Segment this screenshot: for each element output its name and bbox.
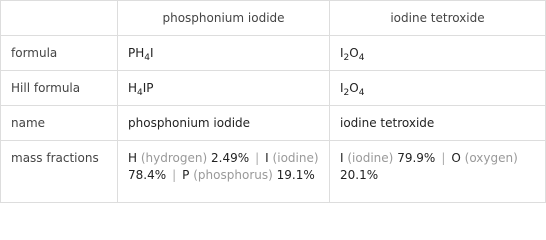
element-symbol: O — [451, 151, 461, 165]
formula-part: PH — [128, 45, 145, 60]
hill-formula-iodine-tetroxide — [330, 71, 546, 106]
formula-subscript: 2 — [343, 87, 350, 98]
element-name: (hydrogen) — [140, 151, 208, 165]
separator: | — [441, 151, 446, 165]
hill-formula-phosphonium-iodide — [118, 71, 330, 106]
element-name: (phosphorus) — [193, 168, 273, 182]
formula-part: I — [340, 80, 344, 95]
formula-part: IP — [142, 80, 154, 95]
element-symbol: P — [182, 168, 190, 182]
separator: | — [255, 151, 260, 165]
mass-percent: 19.1% — [276, 168, 315, 182]
separator: | — [172, 168, 177, 182]
column-header-iodine-tetroxide: iodine tetroxide — [330, 1, 546, 36]
formula-part: H — [128, 80, 138, 95]
row-label-name: name — [1, 106, 118, 141]
mass-fractions-phosphonium-iodide — [118, 141, 330, 203]
corner-cell — [1, 1, 118, 36]
table-row-mass-fractions — [1, 141, 546, 203]
formula-phosphonium-iodide — [118, 36, 330, 71]
formula-subscript: 4 — [358, 87, 365, 98]
column-header-phosphonium-iodide: phosphonium iodide — [118, 1, 330, 36]
element-symbol: I — [340, 151, 344, 165]
mass-percent: 20.1% — [340, 168, 379, 182]
mass-fractions-iodine-tetroxide — [330, 141, 546, 203]
table-row-name — [1, 106, 546, 141]
formula-subscript: 4 — [358, 52, 365, 63]
mass-percent: 79.9% — [397, 151, 436, 165]
formula-subscript: 4 — [137, 87, 143, 98]
formula-subscript: 4 — [144, 52, 150, 63]
formula-subscript: 2 — [343, 52, 350, 63]
name-iodine-tetroxide: iodine tetroxide — [330, 106, 546, 141]
mass-percent: 78.4% — [128, 168, 167, 182]
row-label-mass-fractions: mass fractions — [1, 141, 118, 203]
element-symbol: H — [128, 151, 138, 165]
element-name: (iodine) — [347, 151, 394, 165]
formula-part: I — [150, 45, 154, 60]
formula-part: I — [340, 45, 344, 60]
table-row-formula — [1, 36, 546, 71]
mass-percent: 2.49% — [211, 151, 250, 165]
table-row-hill-formula — [1, 71, 546, 106]
formula-part: O — [349, 45, 359, 60]
formula-part: O — [349, 80, 359, 95]
element-symbol: I — [265, 151, 269, 165]
element-name: (oxygen) — [464, 151, 518, 165]
row-label-hill-formula: Hill formula — [1, 71, 118, 106]
header-row — [1, 1, 546, 36]
formula-iodine-tetroxide — [330, 36, 546, 71]
element-name: (iodine) — [272, 151, 319, 165]
name-phosphonium-iodide: phosphonium iodide — [118, 106, 330, 141]
row-label-formula: formula — [1, 36, 118, 71]
